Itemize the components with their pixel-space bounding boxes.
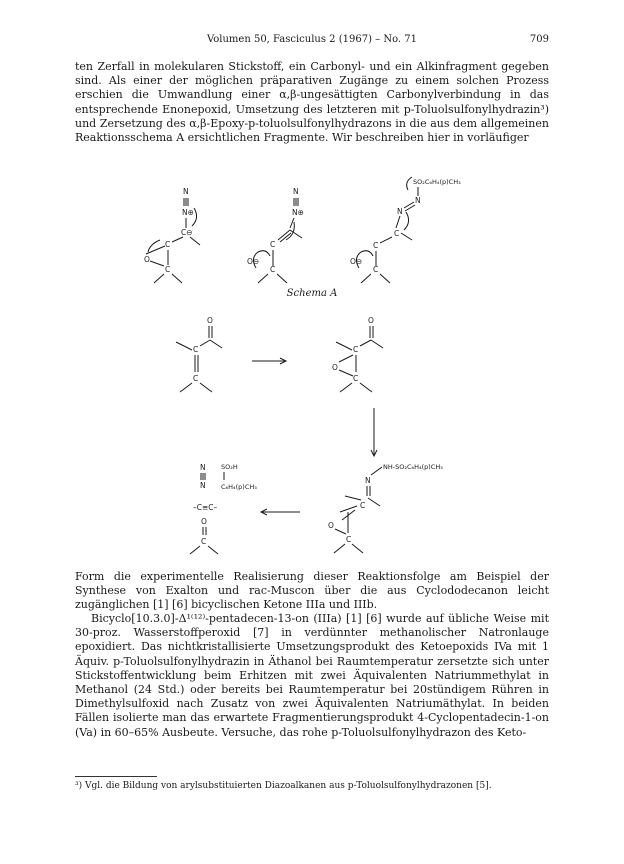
atom-c: C	[193, 345, 199, 354]
atom-n: N	[200, 481, 206, 490]
nh-tosyl-group: NH-SO₂C₆H₄(p)CH₃	[383, 463, 443, 471]
atom-c: C	[193, 374, 199, 383]
atom-c: C	[165, 265, 171, 274]
atom-c-minus: C⊖	[181, 228, 193, 237]
atom-c: C	[346, 535, 352, 544]
atom-o-minus: O⊖	[247, 257, 260, 266]
tosyl-group: SO₂C₆H₄(p)CH₃	[413, 178, 461, 186]
atom-o: O	[144, 255, 150, 264]
page-number: 709	[529, 34, 549, 45]
alkyne-fragment: –C≡C–	[193, 503, 218, 512]
atom-n: N	[293, 187, 299, 196]
atom-o: O	[207, 316, 213, 325]
reaction-scheme	[0, 170, 624, 570]
tolyl-group: C₆H₄(p)CH₃	[221, 483, 257, 491]
atom-n-plus: N⊕	[292, 208, 304, 217]
atom-n: N	[397, 207, 403, 216]
atom-n: N	[183, 187, 189, 196]
atom-c: C	[353, 374, 359, 383]
atom-c: C	[270, 240, 276, 249]
atom-o: O	[368, 316, 374, 325]
atom-n-plus: N⊕	[182, 208, 194, 217]
scheme-caption: Schema A	[286, 288, 338, 299]
atom-o: O	[328, 521, 334, 530]
enone	[176, 316, 222, 392]
atom-c: C	[373, 265, 379, 274]
sulfinic-acid: SO₂H	[221, 463, 238, 471]
atom-c: C	[201, 537, 207, 546]
atom-c: C	[373, 241, 379, 250]
atom-o: O	[332, 363, 338, 372]
epoxy-tosylhydrazone	[328, 463, 443, 553]
atom-n: N	[200, 463, 206, 472]
atom-c: C	[165, 240, 171, 249]
fragments	[190, 463, 257, 554]
atom-o: O	[201, 517, 207, 526]
atom-o-minus: O⊖	[350, 257, 363, 266]
atom-c: C	[353, 345, 359, 354]
experimental-text: Bicyclo[10.3.0]-Δ¹⁽¹²⁾-pentadecen-13-on (IIIa) [1] [6] wurde auf übliche Weise mit 30-proz. Wasserstoffperoxid [7] in verdünnter methanolischer Natronlauge epoxidiert. Das nichtkristallisierte Umsetzungsprodukt des Ketoepoxids IVa mit 1 Äquiv. p-Toluolsulfonylhydrazin in Äthanol bei Raumtemperatur zersetzte sich unter Stickstoffentwicklung beim Erhitzen mit zwei Äquivalenten Natriummethylat in Methanol (24 Std.) oder bereits bei Raumtemperatur bei 20stündigem Rühren in Dimethylsulfoxid nach Zusatz von zwei Äquivalenten Natriumäthylat. In beiden Fällen isolierte man das erwartete Fragmentierungsprodukt 4-Cyclopentadecin-1-on (Va) in 60–65% Ausbeute. Versuche, das rohe p-Toluolsulfonylhydrazon des Keto-	[75, 612, 549, 739]
intermediate-2	[247, 187, 304, 283]
atom-c: C	[360, 501, 366, 510]
journal-info: Volumen 50, Fasciculus 2 (1967) – No. 71	[206, 34, 418, 45]
paragraph-intro: ten Zerfall in molekularen Stickstoff, ein Carbonyl- und ein Alkinfragment gegeben sind. Als einer der möglichen präparativen Zugänge zu einem solchen Prozess erschien die Umwandlung einer α,β-ungesättigten Carbonylverbindung in das entsprechende Enonepoxid, Umsetzung des letzteren mit p-Toluolsulfonylhydrazin³) und Zersetzung des α,β-Epoxy-p-toluolsulfonylhydrazons in die aus dem allgemeinen Reaktionsschema A ersichtlichen Fragmente. Wir beschreiben hier in vorläufiger	[75, 60, 549, 145]
atom-c: C	[270, 265, 276, 274]
atom-c: C	[394, 229, 400, 238]
atom-n: N	[415, 196, 421, 205]
intermediate-3	[350, 177, 461, 283]
intermediate-1	[144, 187, 200, 283]
footnote: ³) Vgl. die Bildung von arylsubstituierten Diazoalkanen aus p-Toluolsulfonylhydrazonen [5].	[75, 781, 492, 791]
epoxy-ketone	[332, 316, 383, 392]
footnote-rule	[75, 776, 157, 777]
paragraph-experimental	[75, 612, 549, 740]
atom-n: N	[365, 476, 371, 485]
paragraph-synthesis: Form die experimentelle Realisierung dieser Reaktionsfolge am Beispiel der Synthese von Exalton und rac-Muscon über die aus Cyclododecanon leicht zugänglichen [1] [6] bicyclischen Ketone IIIa und IIIb.	[75, 570, 549, 612]
